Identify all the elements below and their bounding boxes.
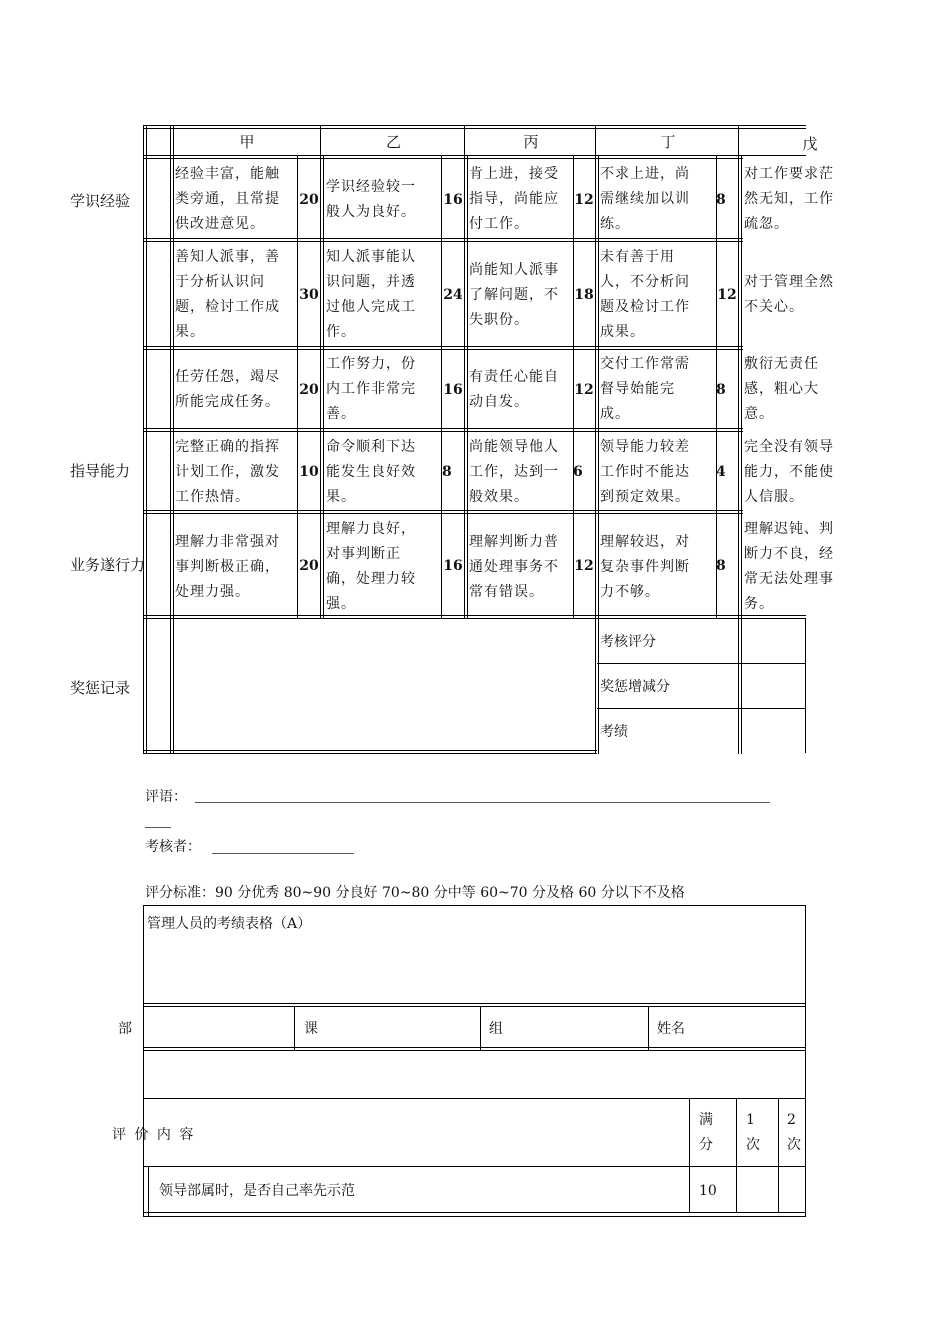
score-r0-yi: 16 (443, 192, 463, 208)
cell-r0-ding: 不求上进，尚 需继续加以训 练。 (600, 166, 690, 232)
header-bing: 丙 (523, 133, 539, 151)
score-r4-bing: 12 (574, 558, 594, 574)
form-a-content-label: 评 价 内 容 (112, 1127, 196, 1143)
form-a-item-score: 10 (699, 1183, 717, 1199)
score-r4-ding: 8 (716, 558, 726, 574)
form-a-second-label: 2 次 (787, 1112, 802, 1153)
comment-line-tail (145, 827, 171, 828)
cell-r2-yi: 工作努力，份 内工作非常完 善。 (326, 356, 416, 422)
score-r2-bing: 12 (574, 382, 594, 398)
cell-r3-wu: 完全没有领导 能力，不能使 人信服。 (744, 439, 834, 505)
cell-r0-wu: 对工作要求茫 然无知，工作 疏忽。 (744, 166, 834, 232)
score-r1-ding: 12 (717, 287, 737, 303)
form-a-dept-label: 部 (118, 1021, 132, 1037)
row-label-knowledge: 学识经验 (70, 192, 131, 210)
score-r0-jia: 20 (299, 192, 319, 208)
form-a-full-score-label: 满 分 (699, 1112, 714, 1153)
score-r3-jia: 10 (299, 464, 319, 480)
cell-r1-yi: 知人派事能认 识问题，并透 过他人完成工 作。 (326, 249, 416, 340)
cell-r3-yi: 命令顺利下达 能发生良好效 果。 (326, 439, 416, 505)
score-r4-jia: 20 (299, 558, 319, 574)
score-r1-jia: 30 (299, 287, 319, 303)
form-a-first-label: 1 次 (746, 1112, 761, 1153)
row-label-leadership: 指导能力 (70, 462, 131, 480)
comment-line[interactable] (195, 802, 770, 803)
cell-r3-ding: 领导能力较差 工作时不能达 到预定效果。 (600, 439, 690, 505)
cell-r1-bing: 尚能知人派事 了解问题，不 失职份。 (469, 262, 559, 328)
cell-r4-wu: 理解迟钝、判 断力不良，经 常无法处理事 务。 (744, 521, 834, 612)
cell-r4-yi: 理解力良好， 对事判断正 确，处理力较 强。 (326, 521, 416, 612)
score-r0-bing: 12 (574, 192, 594, 208)
score-r1-bing: 18 (574, 287, 594, 303)
cell-r1-wu: 对于管理全然 不关心。 (744, 274, 834, 315)
cell-r4-jia: 理解力非常强对 事判断极正确， 处理力强。 (175, 534, 280, 600)
score-r3-bing: 6 (573, 464, 583, 480)
cell-r2-bing: 有责任心能自 动自发。 (469, 369, 559, 410)
cell-r2-ding: 交付工作常需 督导始能完 成。 (600, 356, 690, 422)
form-a-item-text: 领导部属时，是否自己率先示范 (159, 1183, 355, 1199)
scoring-standard: 评分标准：90 分优秀 80~90 分良好 70~80 分中等 60~70 分及格 60 分以下不及格 (145, 885, 685, 901)
header-ding: 丁 (660, 133, 676, 151)
reviewer-line[interactable] (212, 853, 354, 854)
score-r0-ding: 8 (716, 192, 726, 208)
summary-final-grade: 考绩 (600, 724, 628, 740)
cell-r1-jia: 善知人派事，善 于分析认识问 题，检讨工作成 果。 (175, 249, 280, 340)
row-label-execution: 业务遂行力 (70, 556, 146, 574)
summary-review-score: 考核评分 (600, 634, 656, 650)
row-label-reward: 奖惩记录 (70, 679, 131, 697)
form-a-group-label: 组 (489, 1021, 503, 1037)
form-a-name-label: 姓名 (657, 1021, 685, 1037)
cell-r0-yi: 学识经验较一 般人为良好。 (326, 179, 416, 220)
reviewer-label: 考核者： (145, 839, 201, 855)
cell-r4-bing: 理解判断力普 通处理事务不 常有错误。 (469, 534, 559, 600)
header-jia: 甲 (239, 133, 255, 151)
score-r3-yi: 8 (442, 464, 452, 480)
header-yi: 乙 (385, 133, 401, 151)
cell-r3-bing: 尚能领导他人 工作，达到一 般效果。 (469, 439, 559, 505)
score-r3-ding: 4 (716, 464, 726, 480)
header-wu: 戊 (802, 135, 818, 153)
score-r2-jia: 20 (299, 382, 319, 398)
cell-r3-jia: 完整正确的指挥 计划工作，激发 工作热情。 (175, 439, 280, 505)
cell-r2-wu: 敷衍无责任 感，粗心大 意。 (744, 356, 819, 422)
form-a-section-label: 课 (304, 1021, 318, 1037)
form-a-title: 管理人员的考绩表格（A） (147, 916, 312, 932)
score-r4-yi: 16 (443, 558, 463, 574)
score-r1-yi: 24 (443, 287, 463, 303)
comment-label: 评语： (145, 789, 187, 805)
cell-r0-jia: 经验丰富，能触 类旁通，且常提 供改进意见。 (175, 166, 280, 232)
cell-r2-jia: 任劳任怨，竭尽 所能完成任务。 (175, 369, 280, 410)
score-r2-ding: 8 (716, 382, 726, 398)
cell-r4-ding: 理解较迟，对 复杂事件判断 力不够。 (600, 534, 690, 600)
cell-r0-bing: 肯上进，接受 指导，尚能应 付工作。 (469, 166, 559, 232)
score-r2-yi: 16 (443, 382, 463, 398)
cell-r1-ding: 未有善于用 人，不分析问 题及检讨工作 成果。 (600, 249, 690, 340)
summary-reward-adjust: 奖惩增减分 (600, 679, 670, 695)
